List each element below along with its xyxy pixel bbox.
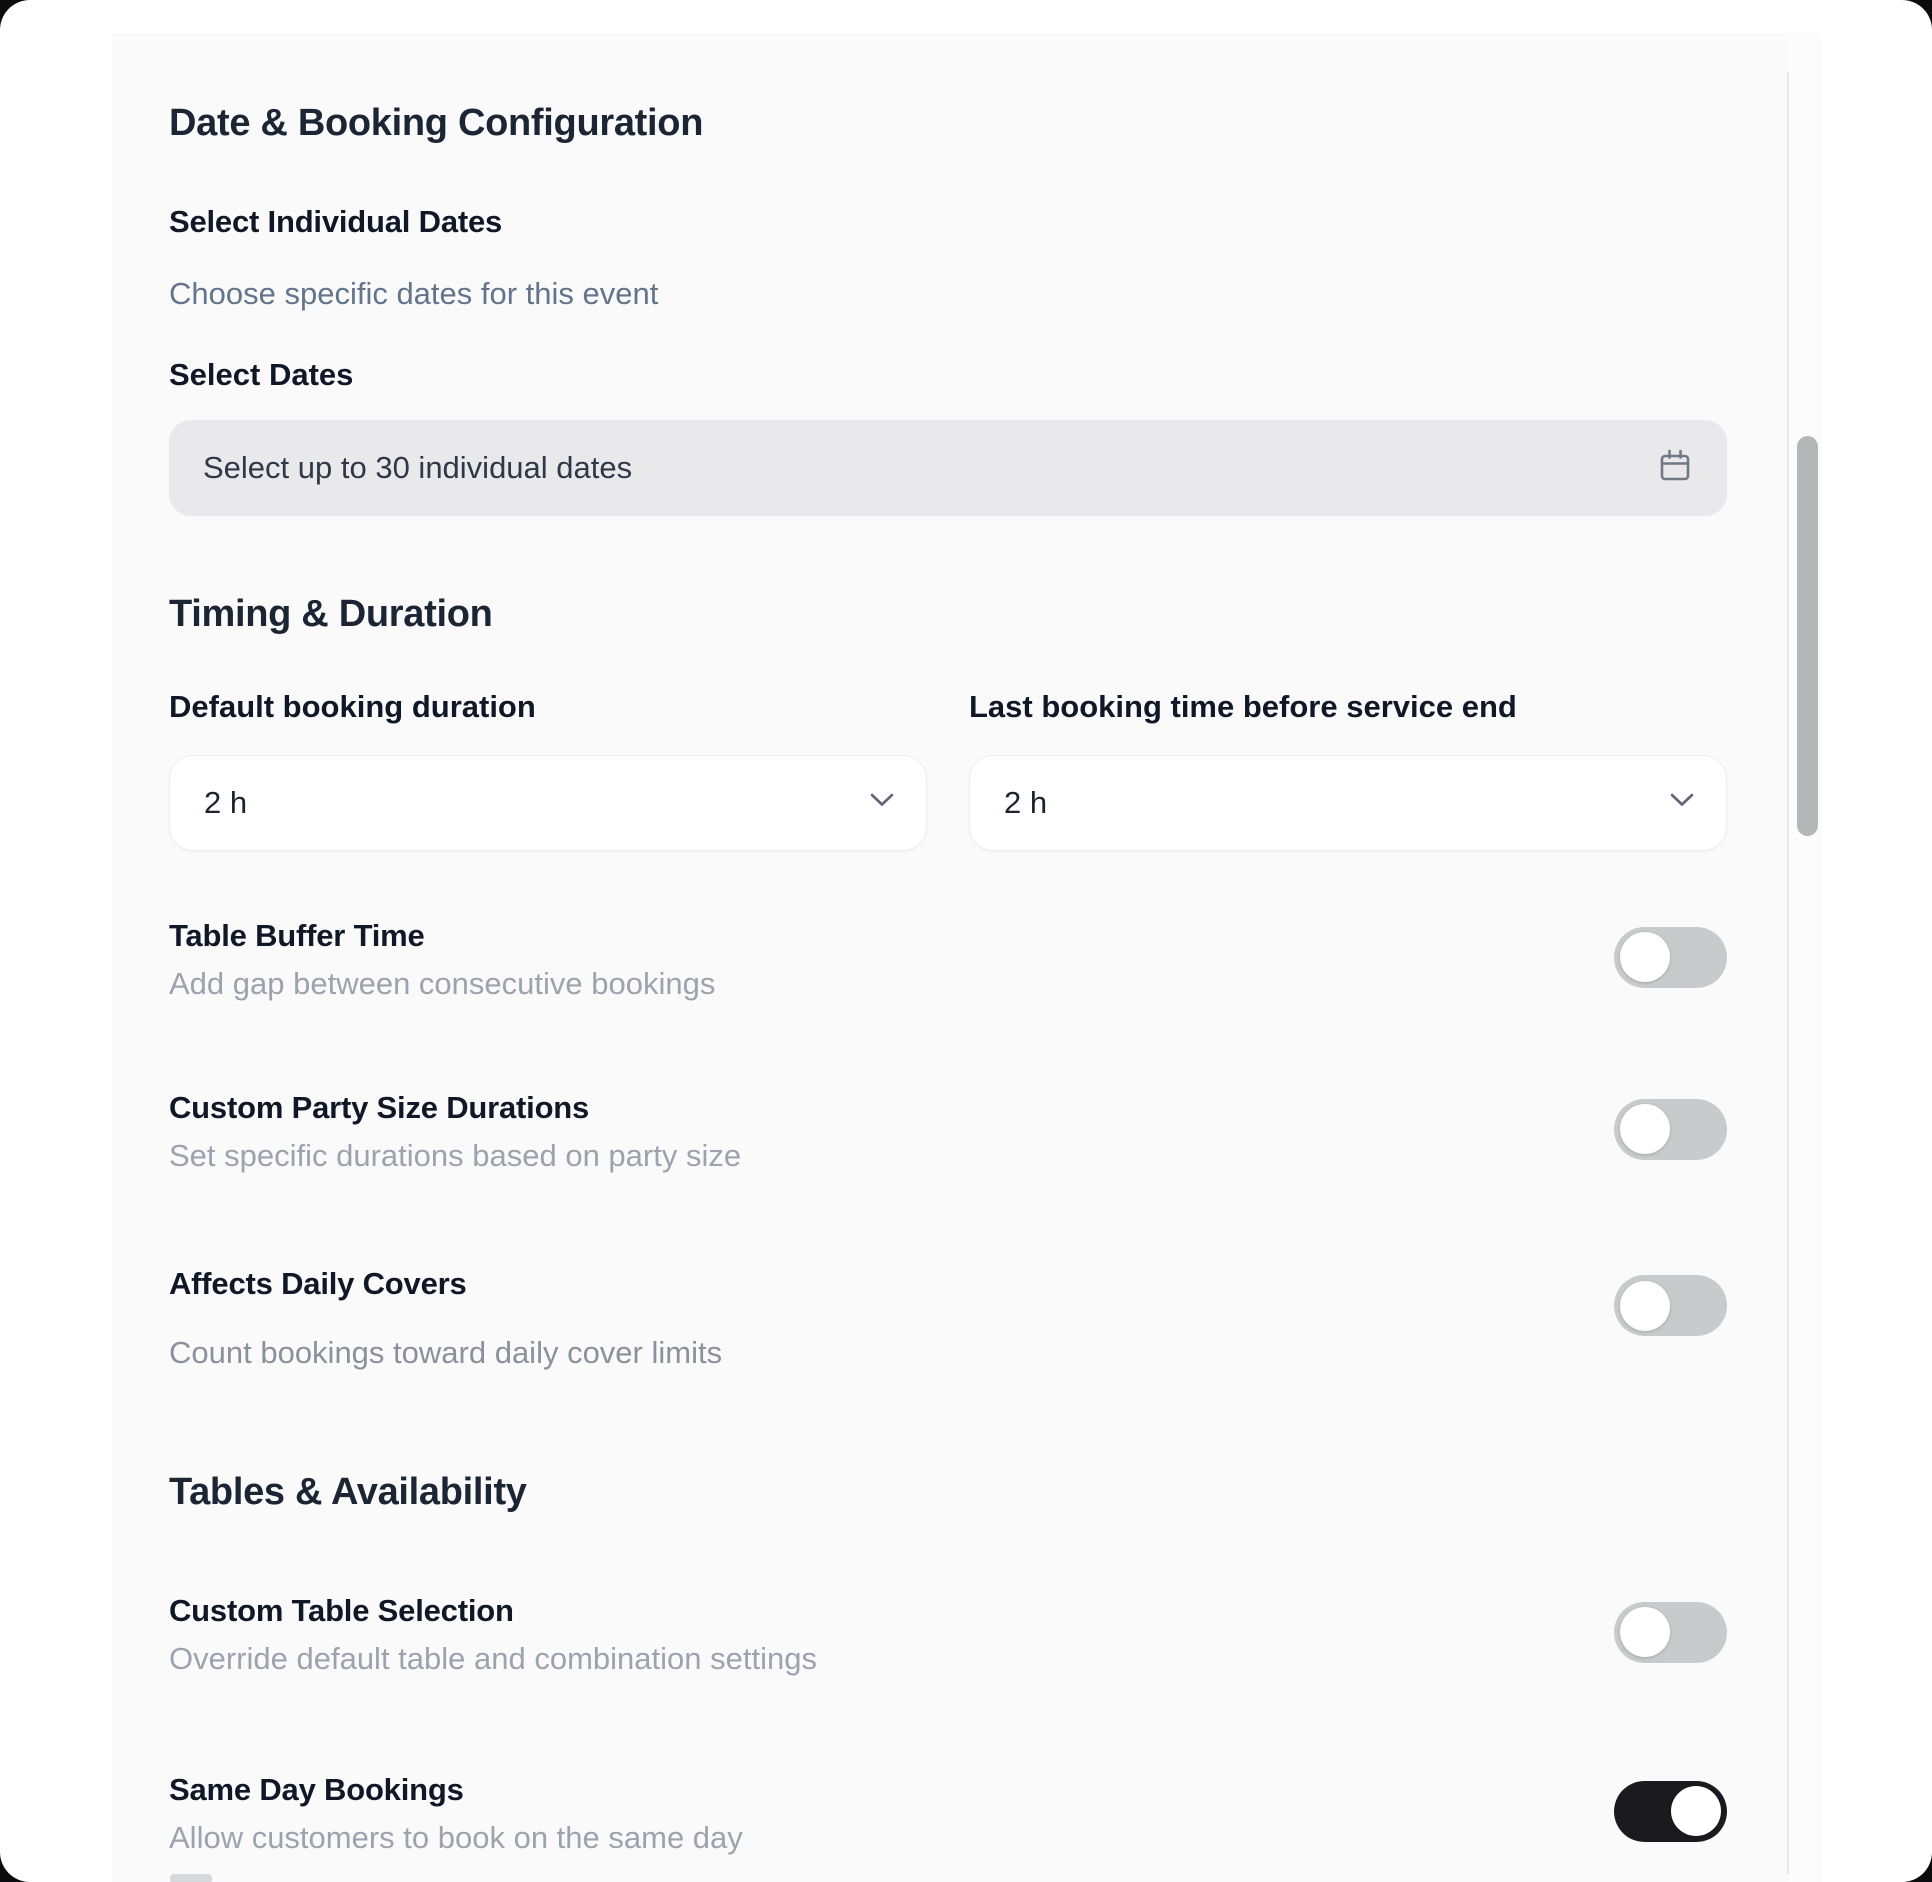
select-dates-placeholder: Select up to 30 individual dates bbox=[203, 450, 633, 486]
scrollbar-track bbox=[1789, 33, 1822, 1882]
same-day-bookings-title: Same Day Bookings bbox=[169, 1771, 464, 1807]
default-booking-duration-value: 2 h bbox=[204, 784, 248, 820]
custom-table-selection-description: Override default table and combination settings bbox=[169, 1641, 817, 1677]
custom-party-size-durations-toggle[interactable] bbox=[1614, 1099, 1727, 1160]
toggle-knob bbox=[1620, 1104, 1670, 1154]
custom-party-size-durations-row bbox=[169, 1089, 1727, 1174]
same-day-bookings-description: Allow customers to book on the same day bbox=[169, 1820, 743, 1855]
chevron-down-icon bbox=[1670, 793, 1694, 812]
select-individual-dates-description: Choose specific dates for this event bbox=[169, 275, 659, 311]
custom-party-size-durations-title: Custom Party Size Durations bbox=[169, 1089, 590, 1125]
select-individual-dates-title: Select Individual Dates bbox=[169, 203, 503, 239]
affects-daily-covers-row bbox=[169, 1265, 1727, 1370]
scroll-panel bbox=[112, 33, 1822, 1882]
section-heading-timing-duration: Timing & Duration bbox=[169, 593, 493, 636]
scrollbar-thumb[interactable] bbox=[1797, 436, 1818, 836]
affects-daily-covers-toggle[interactable] bbox=[1614, 1275, 1727, 1336]
custom-table-selection-toggle[interactable] bbox=[1614, 1602, 1727, 1663]
select-dates-label: Select Dates bbox=[169, 356, 354, 392]
toggle-knob bbox=[1620, 1607, 1670, 1657]
calendar-icon bbox=[1657, 448, 1693, 489]
table-buffer-time-title: Table Buffer Time bbox=[169, 917, 425, 953]
custom-party-size-durations-description: Set specific durations based on party size bbox=[169, 1137, 742, 1173]
section-heading-date-booking: Date & Booking Configuration bbox=[169, 102, 704, 144]
clipped-next-content bbox=[170, 1874, 212, 1882]
toggle-knob bbox=[1620, 932, 1670, 982]
last-booking-time-select[interactable] bbox=[969, 755, 1727, 851]
same-day-bookings-toggle[interactable] bbox=[1614, 1781, 1727, 1842]
last-booking-time-label: Last booking time before service end bbox=[969, 689, 1517, 725]
scrollbar-divider bbox=[1787, 72, 1789, 1874]
default-booking-duration-label: Default booking duration bbox=[169, 689, 536, 725]
toggle-knob bbox=[1671, 1786, 1721, 1836]
custom-table-selection-row bbox=[169, 1592, 1727, 1677]
same-day-bookings-row bbox=[169, 1771, 1727, 1856]
custom-table-selection-title: Custom Table Selection bbox=[169, 1592, 514, 1628]
table-buffer-time-row bbox=[169, 917, 1727, 1002]
form-content bbox=[169, 33, 1727, 1856]
affects-daily-covers-title: Affects Daily Covers bbox=[169, 1266, 467, 1302]
chevron-down-icon bbox=[870, 793, 894, 812]
table-buffer-time-toggle[interactable] bbox=[1614, 927, 1727, 988]
affects-daily-covers-description: Count bookings toward daily cover limits bbox=[169, 1334, 723, 1370]
last-booking-time-value: 2 h bbox=[1004, 784, 1048, 820]
default-booking-duration-select[interactable] bbox=[169, 755, 927, 851]
toggle-knob bbox=[1620, 1281, 1670, 1331]
section-heading-tables-availability: Tables & Availability bbox=[169, 1471, 527, 1514]
select-dates-input[interactable] bbox=[169, 420, 1727, 516]
table-buffer-time-description: Add gap between consecutive bookings bbox=[169, 965, 716, 1001]
